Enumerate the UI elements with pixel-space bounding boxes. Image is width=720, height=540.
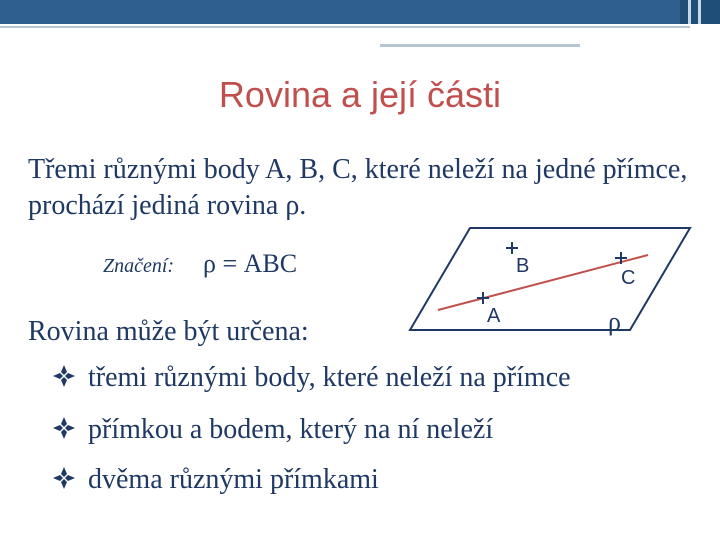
point-b-label: B	[516, 255, 530, 277]
statement-text: Třemi různými body A, B, C, které neleží na jedné přímce, prochází jediná rovina ρ.	[28, 154, 688, 221]
point-a-cross	[477, 292, 489, 304]
point-c-label: C	[621, 267, 636, 289]
diamond-bullet-icon	[52, 464, 88, 496]
notation-label: Značení:	[103, 255, 175, 277]
notation-value: ρ = ABC	[203, 249, 298, 278]
plane-parallelogram	[410, 228, 690, 330]
bullet-text: dvěma různými přímkami	[88, 464, 379, 495]
bullet-text: třemi různými body, které neleží na přímce	[88, 362, 571, 393]
line-through-a	[438, 255, 648, 310]
diamond-bullet-icon	[52, 362, 88, 394]
point-a-label: A	[487, 305, 501, 327]
list-item	[52, 414, 493, 446]
point-b-cross	[506, 242, 518, 254]
bullet-text: přímkou a bodem, který na ní neleží	[88, 414, 494, 445]
determined-intro: Rovina může být určena:	[28, 316, 309, 347]
list-item	[52, 464, 379, 496]
slide-title-text: Rovina a její části	[218, 74, 502, 115]
list-item	[52, 362, 571, 394]
plane-rho-label: ρ	[608, 307, 621, 336]
diamond-bullet-icon	[52, 414, 88, 446]
